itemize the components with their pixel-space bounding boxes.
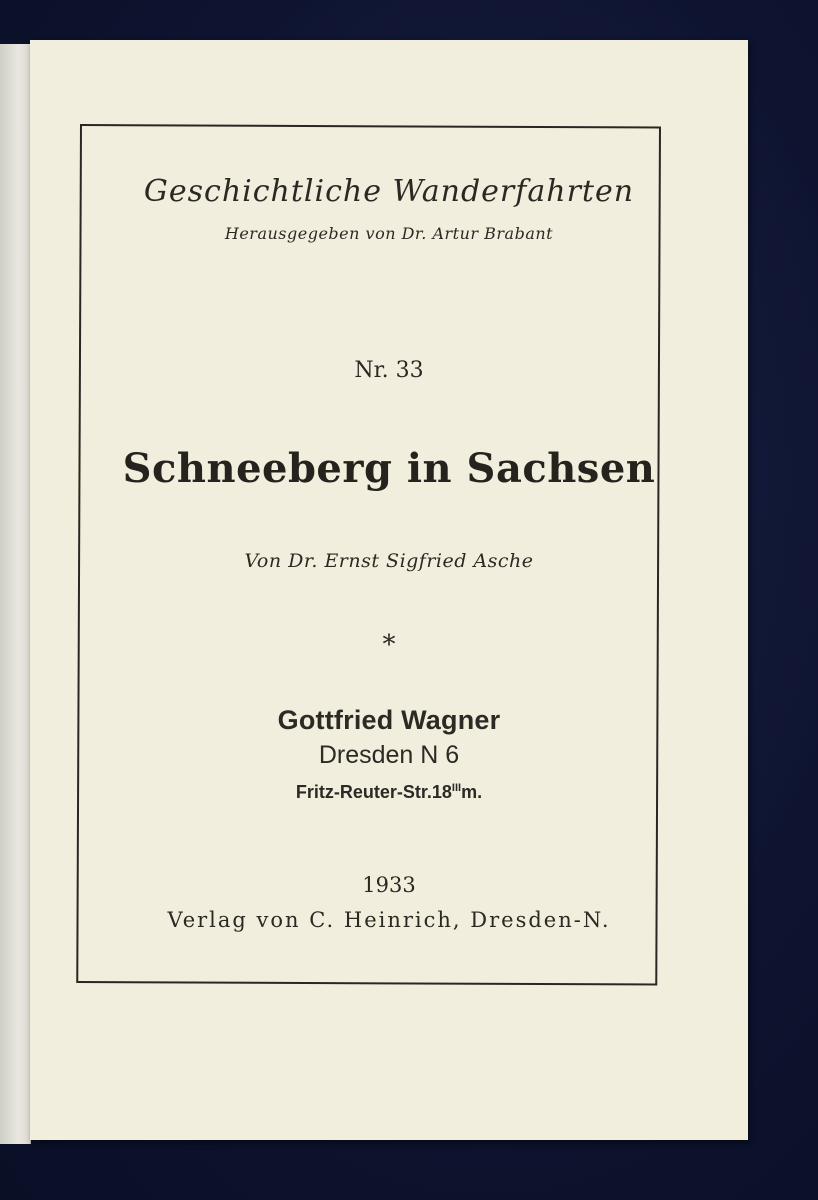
- stamp-street: Fritz-Reuter-Str.18: [295, 782, 452, 802]
- book-title: Schneeberg in Sachsen: [122, 445, 656, 492]
- title-page: [30, 40, 748, 1140]
- author-line: Von Dr. Ernst Sigfried Asche: [244, 550, 534, 572]
- publisher-line: Verlag von C. Heinrich, Dresden-N.: [167, 908, 611, 932]
- stamp-name: Gottfried Wagner: [277, 705, 501, 735]
- series-title: Geschichtliche Wanderfahrten: [143, 174, 635, 209]
- owner-stamp: [30, 703, 748, 805]
- asterisk-ornament: *: [382, 630, 396, 660]
- left-page-edge: [0, 44, 31, 1144]
- publication-year: 1933: [362, 873, 416, 897]
- stamp-street-floor: III: [451, 782, 462, 794]
- stamp-street-tail: m.: [461, 782, 483, 802]
- stamp-street-line: [30, 775, 748, 805]
- stamp-city: Dresden N 6: [318, 741, 460, 769]
- volume-number: Nr. 33: [354, 358, 424, 383]
- editor-line: Herausgegeben von Dr. Artur Brabant: [224, 224, 554, 243]
